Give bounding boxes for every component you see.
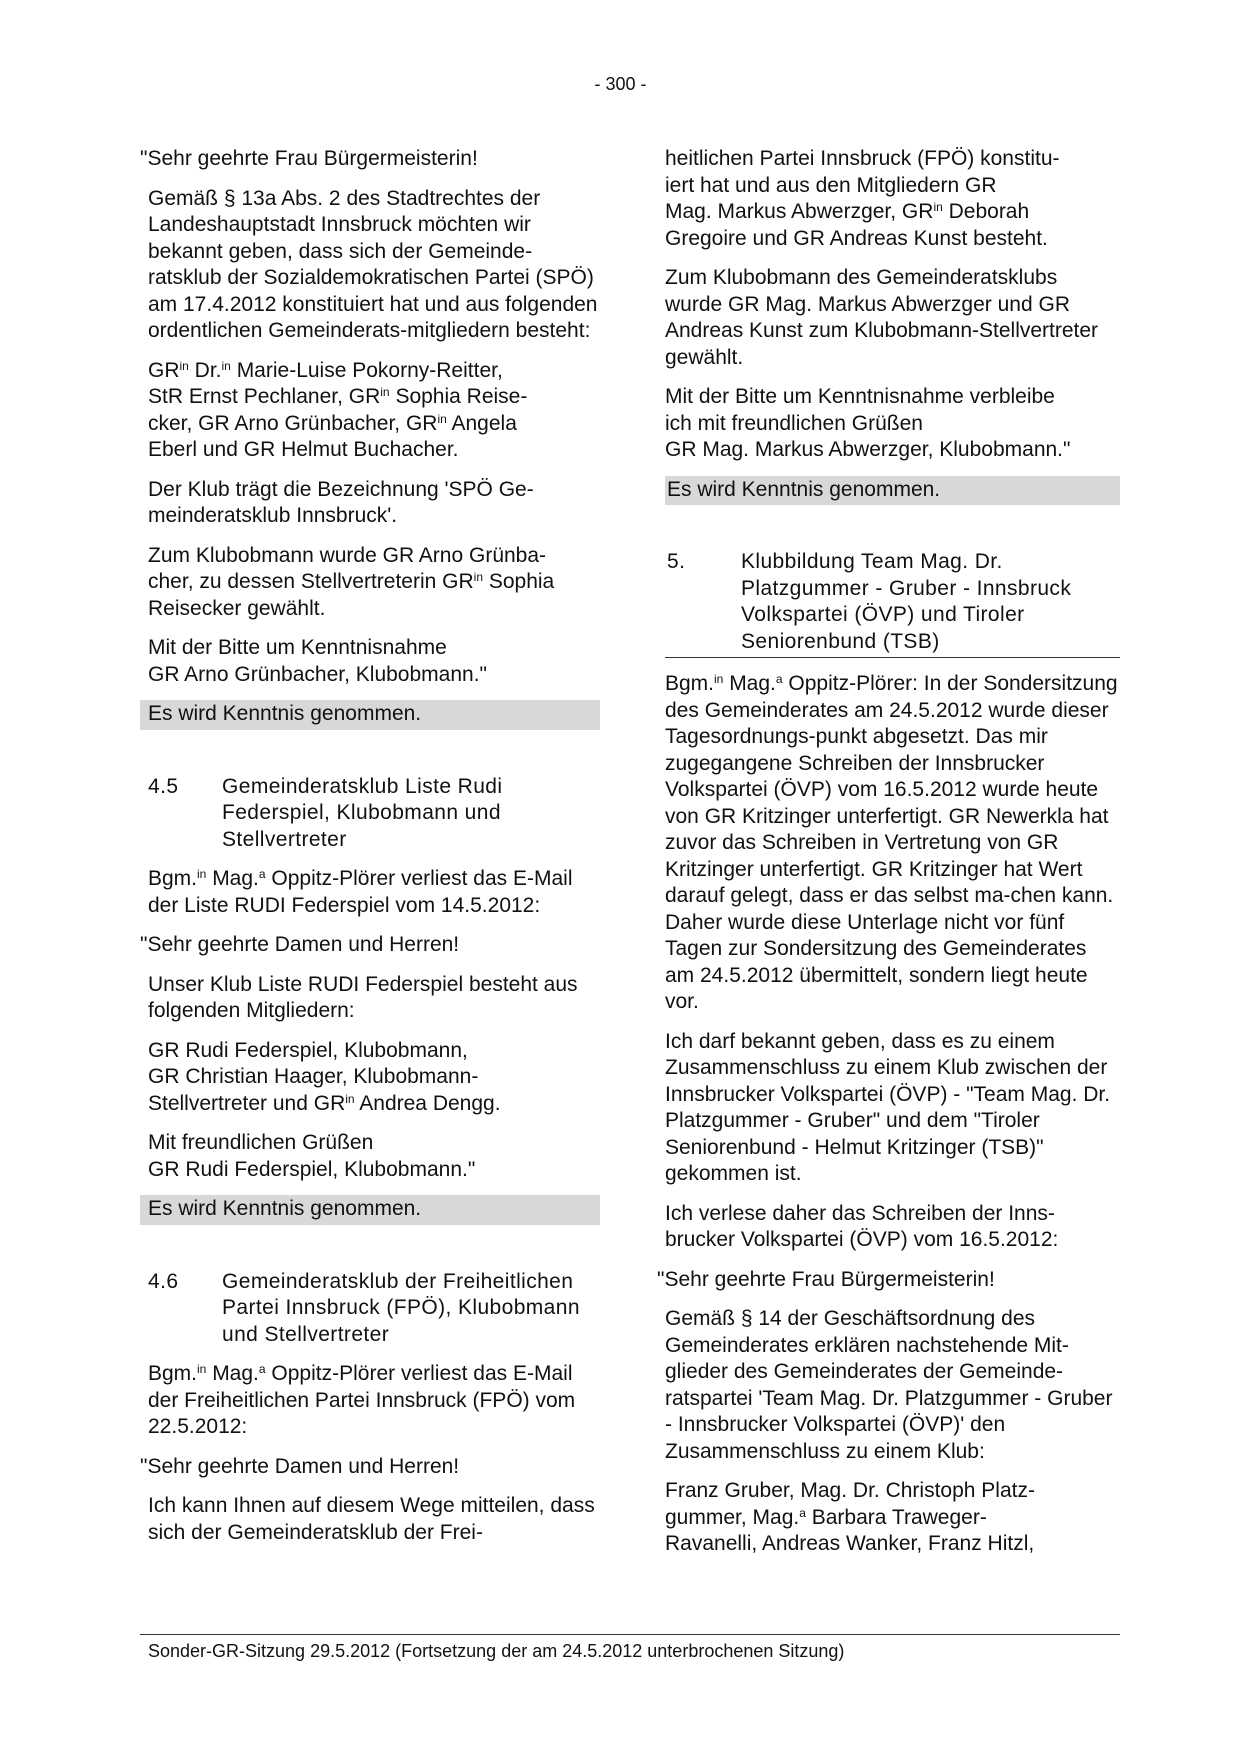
paragraph: Der Klub trägt die Bezeichnung 'SPÖ Ge-meinderatsklub Innsbruck'.: [148, 477, 534, 527]
right-column: [657, 146, 1120, 1558]
paragraph: Gemäß § 13a Abs. 2 des Stadtrechtes der Landeshauptstadt Innsbruck möchten wir bekannt geben, dass sich der Gemeinde-ratsklub der Sozialdemokratischen Partei (SPÖ) am 17.4.2012 konstituiert hat und aus folgenden ordentlichen Gemeinderats-mitgliedern besteht:: [148, 186, 598, 342]
paragraph: Bgm.$^{in}$ Mag.$^a$ Oppitz-Plörer verliest das E-Mail der Liste RUDI Federspiel vom 14.5.2012:: [148, 867, 573, 917]
closing: Mit freundlichen Grüßen GR Rudi Federspiel, Klubobmann.": [148, 1131, 476, 1181]
footer-text: Sonder-GR-Sitzung 29.5.2012 (Fortsetzung der am 24.5.2012 unterbrochenen Sitzung): [148, 1641, 845, 1661]
section-title: Gemeinderatsklub der Freiheitlichen Partei Innsbruck (FPÖ), Klubobmann und Stellvertreter: [222, 1269, 580, 1346]
left-column: [140, 146, 600, 1546]
member-list: Franz Gruber, Mag. Dr. Christoph Platz- gummer, Mag.$^a$ Barbara Traweger- Ravanelli, Andreas Wanker, Franz Hitzl,: [665, 1479, 1035, 1555]
paragraph: Ich kann Ihnen auf diesem Wege mitteilen, dass sich der Gemeinderatsklub der Frei-: [148, 1494, 595, 1544]
paragraph: Ich verlese daher das Schreiben der Inns-brucker Volkspartei (ÖVP) vom 16.5.2012:: [665, 1201, 1059, 1251]
closing: Mit der Bitte um Kenntnisnahme GR Arno Grünbacher, Klubobmann.": [148, 636, 487, 686]
closing: Mit der Bitte um Kenntnisnahme verbleibe ich mit freundlichen Grüßen GR Mag. Markus Abwerzger, Klubobmann.": [665, 385, 1071, 461]
paragraph: Ich darf bekannt geben, dass es zu einem Zusammenschluss zu einem Klub zwischen der Innsbrucker Volkspartei (ÖVP) - "Team Mag. Dr. Platzgummer - Gruber" und dem "Tiroler Seniorenbund - Helmut Kritzinger (TSB)" gekommen ist.: [665, 1029, 1111, 1185]
section-heading-4-5: [140, 774, 600, 854]
note-box: Es wird Kenntnis genommen.: [140, 700, 600, 730]
salutation: "Sehr geehrte Frau Bürgermeisterin!: [140, 147, 478, 170]
paragraph: Zum Klubobmann wurde GR Arno Grünba- cher, zu dessen Stellvertreterin $GR^{in}$ Sophia Reisecker gewählt.: [148, 543, 555, 620]
note-box: Es wird Kenntnis genommen.: [665, 476, 1120, 506]
section-number: 4.6: [148, 1269, 179, 1293]
section-heading-5: [665, 549, 1120, 658]
paragraph: Bgm.$^{in}$ Mag.$^a$ Oppitz-Plörer verliest das E-Mail der Freiheitlichen Partei Innsbruck (FPÖ) vom 22.5.2012:: [148, 1362, 576, 1438]
section-number: 5.: [667, 550, 686, 573]
footer-divider: [140, 1634, 1120, 1635]
salutation: "Sehr geehrte Frau Bürgermeisterin!: [657, 1267, 995, 1291]
paragraph: heitlichen Partei Innsbruck (FPÖ) konstitu- iert hat und aus den Mitgliedern GR Mag. Markus Abwerzger, $GR^{in}$ Deborah Gregoire und GR Andreas Kunst besteht.: [665, 147, 1060, 250]
paragraph: Unser Klub Liste RUDI Federspiel besteht aus folgenden Mitgliedern:: [148, 972, 578, 1022]
paragraph: Gemäß § 14 der Geschäftsordnung des Gemeinderates erklären nachstehende Mit-glieder des Gemeinderates der Gemeinde-ratspartei 'Team Mag. Dr. Platzgummer - Gruber - Innsbrucker Volkspartei (ÖVP)' den Zusammenschluss zu einem Klub:: [665, 1307, 1113, 1463]
section-number: 4.5: [148, 774, 179, 798]
paragraph: Bgm.$^{in}$ Mag.$^a$ Oppitz-Plörer: In der Sondersitzung des Gemeinderates am 24.5.2012 wurde dieser Tagesordnungs-punkt abgesetzt. Das mir zugegangene Schreiben der Innsbrucker Volkspartei (ÖVP) vom 16.5.2012 wurde heute von GR Kritzinger unterfertigt. GR Newerkla hat zuvor das Schreiben in Vertretung von GR Kritzinger unterfertigt. GR Kritzinger hat Wert darauf gelegt, dass er das selbst ma-chen kann. Daher wurde diese Unterlage nicht vor fünf Tagen zur Sondersitzung des Gemeinderates am 24.5.2012 übermittelt, sondern liegt heute vor.: [665, 672, 1118, 1013]
salutation: "Sehr geehrte Damen und Herren!: [140, 1454, 460, 1478]
note-box: Es wird Kenntnis genommen.: [140, 1195, 600, 1225]
page-number: - 300 -: [594, 74, 647, 94]
section-heading-4-6: [140, 1269, 600, 1349]
member-list: GR Rudi Federspiel, Klubobmann, GR Christian Haager, Klubobmann- Stellvertreter und $GR^{in}$ Andrea Dengg.: [148, 1038, 501, 1115]
salutation: "Sehr geehrte Damen und Herren!: [140, 933, 460, 956]
member-list: $GR^{in}$ Dr.$^{in}$ Marie-Luise Pokorny-Reitter, StR Ernst Pechlaner, $GR^{in}$ Sophia Reise- cker, GR Arno Grünbacher, $GR^{in}$ Angela Eberl und GR Helmut Buchacher.: [148, 358, 528, 461]
section-title: Gemeinderatsklub Liste Rudi Federspiel, Klubobmann und Stellvertreter: [222, 774, 503, 851]
section-title: Klubbildung Team Mag. Dr. Platzgummer - Gruber - Innsbruck Volkspartei (ÖVP) und Tiroler Seniorenbund (TSB): [741, 550, 1072, 653]
paragraph: Zum Klubobmann des Gemeinderatsklubs wurde GR Mag. Markus Abwerzger und GR Andreas Kunst zum Klubobmann-Stellvertreter gewählt.: [665, 266, 1099, 369]
